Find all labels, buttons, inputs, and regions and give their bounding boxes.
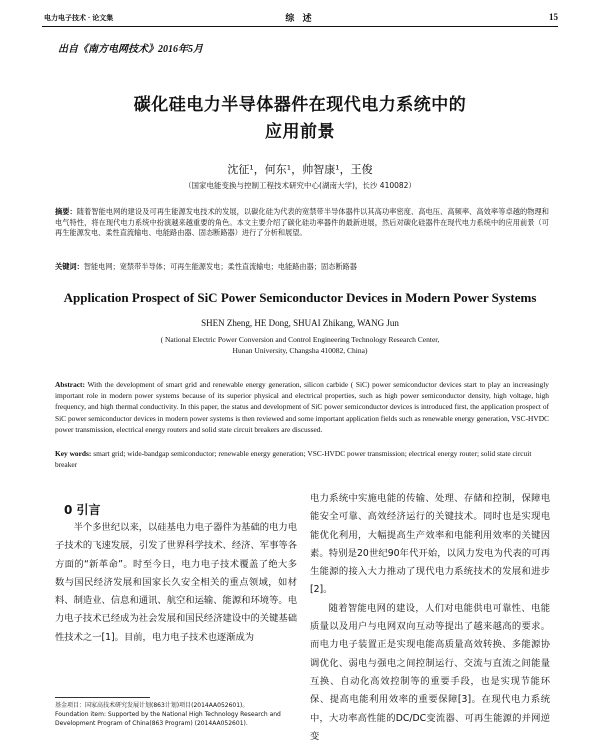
chinese-affiliation: （国家电能变换与控制工程技术研究中心(湖南大学)，长沙 410082） <box>184 181 416 190</box>
english-keywords-text: smart grid; wide-bandgap semiconductor; renewable energy generation; VSC-HVDC power transmission; electrical energy router; solid state circuit breaker <box>55 449 532 470</box>
footnote-line-2: Foundation item: Supported by the National High Technology Research and Development Program of China(863 Program) (2014AA052601). <box>55 711 281 727</box>
chinese-abstract-label: 摘要： <box>55 207 77 216</box>
section-header: 综 述 <box>285 13 315 23</box>
header-rule <box>42 26 558 27</box>
footnote-line-1: 基金项目：国家高技术研究发展计划(863计划)项目(2014AA052601)。 <box>55 702 249 709</box>
english-abstract <box>55 379 549 435</box>
english-abstract-text: With the development of smart grid and renewable energy generation, silicon carbide ( SiC) power semiconductor devices start to play an increasingly important role in modern power systems because of its superior physical and electrical properties, such as high power semiconductor density, high voltage, high frequency, and high thermal conductivity. In this paper, the status and development of SiC power semiconductor devices is introduced first, the application prospect of SiC power semiconductor devices in modern power systems is then reviewed and some important application fields such as renewable energy generation, VSC-HVDC power transmission, electrical energy routers and solid state circuit breakers are discussed. <box>55 380 549 434</box>
chinese-keywords-label: 关键词： <box>55 262 84 271</box>
chinese-authors: 沈征¹，何东¹，帅智康¹，王俊 <box>227 163 373 176</box>
footnote <box>55 701 297 728</box>
english-title: Application Prospect of SiC Power Semiconductor Devices in Modern Power Systems <box>63 290 537 305</box>
footnote-rule <box>55 697 150 698</box>
body-left-column <box>55 519 297 647</box>
chinese-title <box>0 92 600 146</box>
body-right-column <box>310 490 550 746</box>
english-authors: SHEN Zheng, HE Dong, SHUAI Zhikang, WANG Jun <box>201 318 399 328</box>
source-line: 出自《南方电网技术》2016年5月 <box>58 44 203 55</box>
english-affiliation-line-2: Hunan University, Changsha 410082, China) <box>232 346 368 355</box>
english-affiliation-line-1: ( National Electric Power Conversion and Control Engineering Technology Research Center, <box>160 335 440 344</box>
english-keywords <box>55 448 549 470</box>
chinese-abstract-text: 随着智能电网的建设及可再生能源发电技术的发展，以碳化硅为代表的宽禁带半导体器件以其高功率密度、高电压、高频率、高效率等卓越的物理和电气特性，将在现代电力系统中扮演越来越重要的角色。本文主要介绍了碳化硅功率器件的最新进展，然后对碳化硅器件在现代电力系统中的应用前景（可再生能源发电、柔性直流输电、电能路由器、固态断路器）进行了分析和展望。 <box>55 207 549 237</box>
journal-header: 电力电子技术 · 论文集 <box>44 15 114 22</box>
page-number: 15 <box>549 12 558 22</box>
english-keywords-label: Key words: <box>55 449 92 458</box>
section-heading-introduction: 0 引言 <box>64 503 101 517</box>
english-abstract-label: Abstract: <box>55 380 85 389</box>
chinese-abstract <box>55 207 549 239</box>
body-paragraph: 半个多世纪以来，以硅基电力电子器件为基础的电力电子技术的飞速发展，引发了世界科学技术、经济、军事等各方面的“新革命”。时至今日，电力电子技术覆盖了绝大多数与国民经济发展和国家长久安全相关的重点领域，如材料、制造业、信息和通讯、航空和运输、能源和环境等。电力电子技术已经成为社会发展和国民经济建设中的关键基础性技术之一[1]。目前，电力电子技术也逐渐成为 <box>55 522 297 643</box>
chinese-keywords <box>55 262 549 272</box>
chinese-keywords-text: 智能电网；宽禁带半导体；可再生能源发电；柔性直流输电；电能路由器；固态断路器 <box>83 262 357 271</box>
chinese-title-line-2: 应用前景 <box>265 122 335 142</box>
body-paragraph: 电力系统中实施电能的传输、处理、存储和控制，保障电能安全可靠、高效经济运行的关键技术。同时也是实现电能优化利用，大幅提高生产效率和电能利用效率的关键因素。特别是20世纪90年代开始，以风力发电为代表的可再生能源的接入大力推动了现代电力系统技术的发展和进步[2]。 <box>310 493 550 596</box>
english-affiliation <box>0 334 600 356</box>
chinese-title-line-1: 碳化硅电力半导体器件在现代电力系统中的 <box>133 95 467 115</box>
body-paragraph: 随着智能电网的建设，人们对电能供电可靠性、电能质量以及用户与电网双向互动等提出了越来越高的要求。而电力电子装置正是实现电能高质量高效转换、多能源协调优化、弱电与强电之间控制运行、交流与直流之间能量互换、自动化高效控制等的重要手段，也是实现节能环保、提高电能利用效率的重要保障[3]。在现代电力系统中，大功率高性能的DC/DC变流器、可再生能源的并网逆变 <box>310 602 550 742</box>
